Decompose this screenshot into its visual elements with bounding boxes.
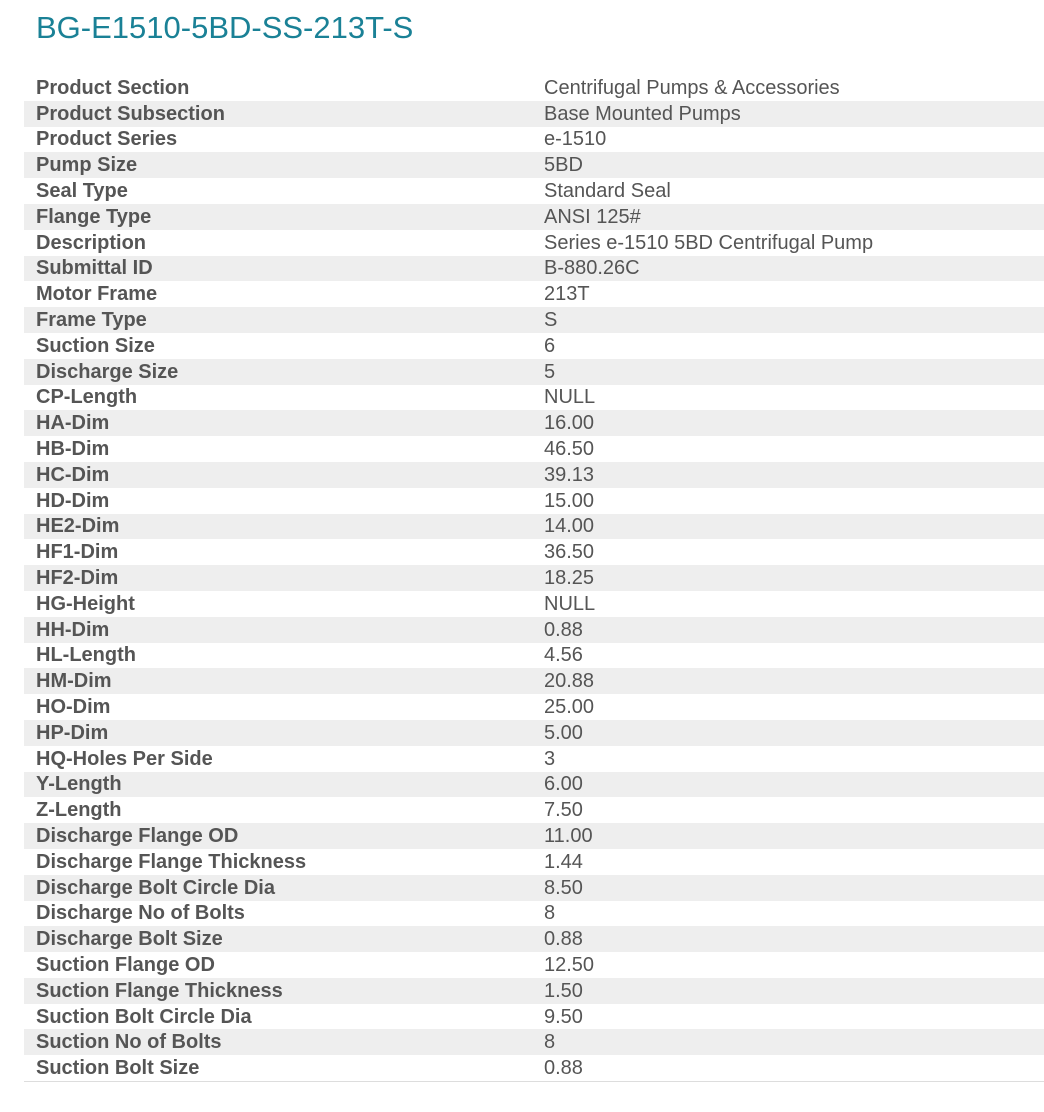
spec-value: 6 (544, 334, 556, 357)
table-row (24, 591, 1044, 617)
spec-label: Suction No of Bolts (36, 1031, 222, 1054)
spec-value: e-1510 (544, 128, 607, 151)
spec-value: 8 (544, 902, 556, 925)
table-row (24, 488, 1044, 514)
spec-label: Suction Flange Thickness (36, 979, 283, 1002)
spec-label: Product Section (36, 76, 190, 99)
spec-value: 6.00 (544, 773, 583, 796)
spec-label: HP-Dim (36, 721, 109, 744)
spec-value: 5BD (544, 154, 583, 177)
spec-label: CP-Length (36, 386, 138, 409)
table-row (24, 127, 1044, 153)
spec-label: HD-Dim (36, 489, 110, 512)
spec-value: 5.00 (544, 721, 583, 744)
spec-label: Description (36, 231, 147, 254)
spec-value: 11.00 (544, 825, 593, 847)
spec-label: Seal Type (36, 180, 128, 203)
table-row (24, 462, 1044, 488)
table-row (24, 101, 1044, 127)
spec-label: HQ-Holes Per Side (36, 747, 213, 770)
spec-label: HG-Height (36, 592, 135, 615)
table-row (24, 1004, 1044, 1030)
spec-value: 16.00 (544, 412, 595, 435)
table-row (24, 901, 1044, 927)
spec-value: S (544, 309, 558, 332)
table-row (24, 643, 1044, 669)
table-row (24, 256, 1044, 282)
spec-value: 18.25 (544, 567, 595, 590)
table-row (24, 539, 1044, 565)
table-row (24, 772, 1044, 798)
spec-label: HC-Dim (36, 463, 110, 486)
spec-value: 0.88 (544, 928, 583, 951)
spec-value: 46.50 (544, 438, 595, 461)
spec-value: 1.50 (544, 979, 583, 1002)
spec-value: 1.44 (544, 850, 583, 873)
table-row (24, 746, 1044, 772)
spec-label: Suction Bolt Size (36, 1057, 200, 1080)
table-row (24, 668, 1044, 694)
spec-label: Suction Bolt Circle Dia (36, 1005, 252, 1028)
spec-label: HA-Dim (36, 412, 110, 435)
spec-value: 213T (544, 283, 590, 306)
spec-value: NULL (544, 386, 596, 409)
page-title: BG-E1510-5BD-SS-213T-S (36, 10, 414, 45)
spec-label: Z-Length (36, 799, 122, 822)
spec-value: 20.88 (544, 670, 595, 693)
spec-value: 15.00 (544, 489, 595, 512)
table-row (24, 952, 1044, 978)
spec-value: 8 (544, 1031, 556, 1054)
spec-label: HF1-Dim (36, 541, 119, 564)
table-row (24, 436, 1044, 462)
spec-label: HF2-Dim (36, 567, 119, 590)
spec-label: HO-Dim (36, 696, 111, 719)
table-row (24, 178, 1044, 204)
spec-value: 3 (544, 747, 556, 770)
spec-label: Suction Size (36, 334, 155, 357)
table-row (24, 565, 1044, 591)
table-bottom-divider (24, 1081, 1044, 1082)
spec-value: 14.00 (544, 515, 595, 538)
spec-label: Product Series (36, 128, 178, 151)
table-row (24, 797, 1044, 823)
table-row (24, 823, 1044, 849)
spec-value: Centrifugal Pumps & Accessories (544, 76, 840, 99)
table-row (24, 410, 1044, 436)
spec-label: Suction Flange OD (36, 953, 215, 976)
spec-label: Discharge Bolt Size (36, 928, 223, 951)
spec-label: Motor Frame (36, 283, 158, 306)
spec-label: HL-Length (36, 644, 136, 667)
spec-label: Submittal ID (36, 257, 153, 280)
spec-value: 9.50 (544, 1005, 583, 1028)
table-row (24, 359, 1044, 385)
table-row (24, 926, 1044, 952)
table-row (24, 720, 1044, 746)
table-row (24, 75, 1044, 101)
spec-label: HM-Dim (36, 670, 112, 693)
spec-value: 4.56 (544, 644, 583, 667)
table-row (24, 617, 1044, 643)
spec-label: Frame Type (36, 309, 147, 332)
table-row (24, 385, 1044, 411)
table-row (24, 333, 1044, 359)
spec-label: Discharge Flange OD (36, 825, 239, 847)
spec-value: 39.13 (544, 463, 595, 486)
spec-label: Discharge Flange Thickness (36, 850, 307, 873)
spec-value: 7.50 (544, 799, 583, 822)
spec-label: HH-Dim (36, 618, 110, 641)
table-row (24, 230, 1044, 256)
spec-label: Flange Type (36, 205, 152, 228)
spec-label: Discharge No of Bolts (36, 902, 245, 925)
table-row (24, 152, 1044, 178)
table-row (24, 694, 1044, 720)
spec-label: Y-Length (36, 773, 122, 796)
spec-value: B-880.26C (544, 257, 640, 280)
table-row (24, 514, 1044, 540)
table-row (24, 204, 1044, 230)
table-row (24, 281, 1044, 307)
spec-label: Discharge Size (36, 360, 179, 383)
table-row (24, 1029, 1044, 1055)
table-row (24, 307, 1044, 333)
spec-value: Base Mounted Pumps (544, 102, 741, 125)
spec-value: Series e-1510 5BD Centrifugal Pump (544, 231, 874, 254)
spec-value: 0.88 (544, 1057, 583, 1080)
spec-value: 0.88 (544, 618, 583, 641)
table-row (24, 849, 1044, 875)
spec-value: 8.50 (544, 876, 583, 899)
spec-label: Pump Size (36, 154, 138, 177)
spec-value: 36.50 (544, 541, 595, 564)
table-row (24, 875, 1044, 901)
table-row (24, 1055, 1044, 1081)
spec-value: Standard Seal (544, 180, 671, 203)
table-row (24, 978, 1044, 1004)
spec-value: 12.50 (544, 953, 595, 976)
spec-label: Product Subsection (36, 102, 225, 125)
spec-value: ANSI 125# (544, 205, 641, 228)
spec-table (24, 75, 1044, 1081)
spec-table-body (24, 75, 1044, 1081)
spec-value: 5 (544, 360, 556, 383)
spec-label: HE2-Dim (36, 515, 120, 538)
spec-label: HB-Dim (36, 438, 110, 461)
spec-value: 25.00 (544, 696, 595, 719)
spec-value: NULL (544, 592, 596, 615)
spec-label: Discharge Bolt Circle Dia (36, 876, 275, 899)
